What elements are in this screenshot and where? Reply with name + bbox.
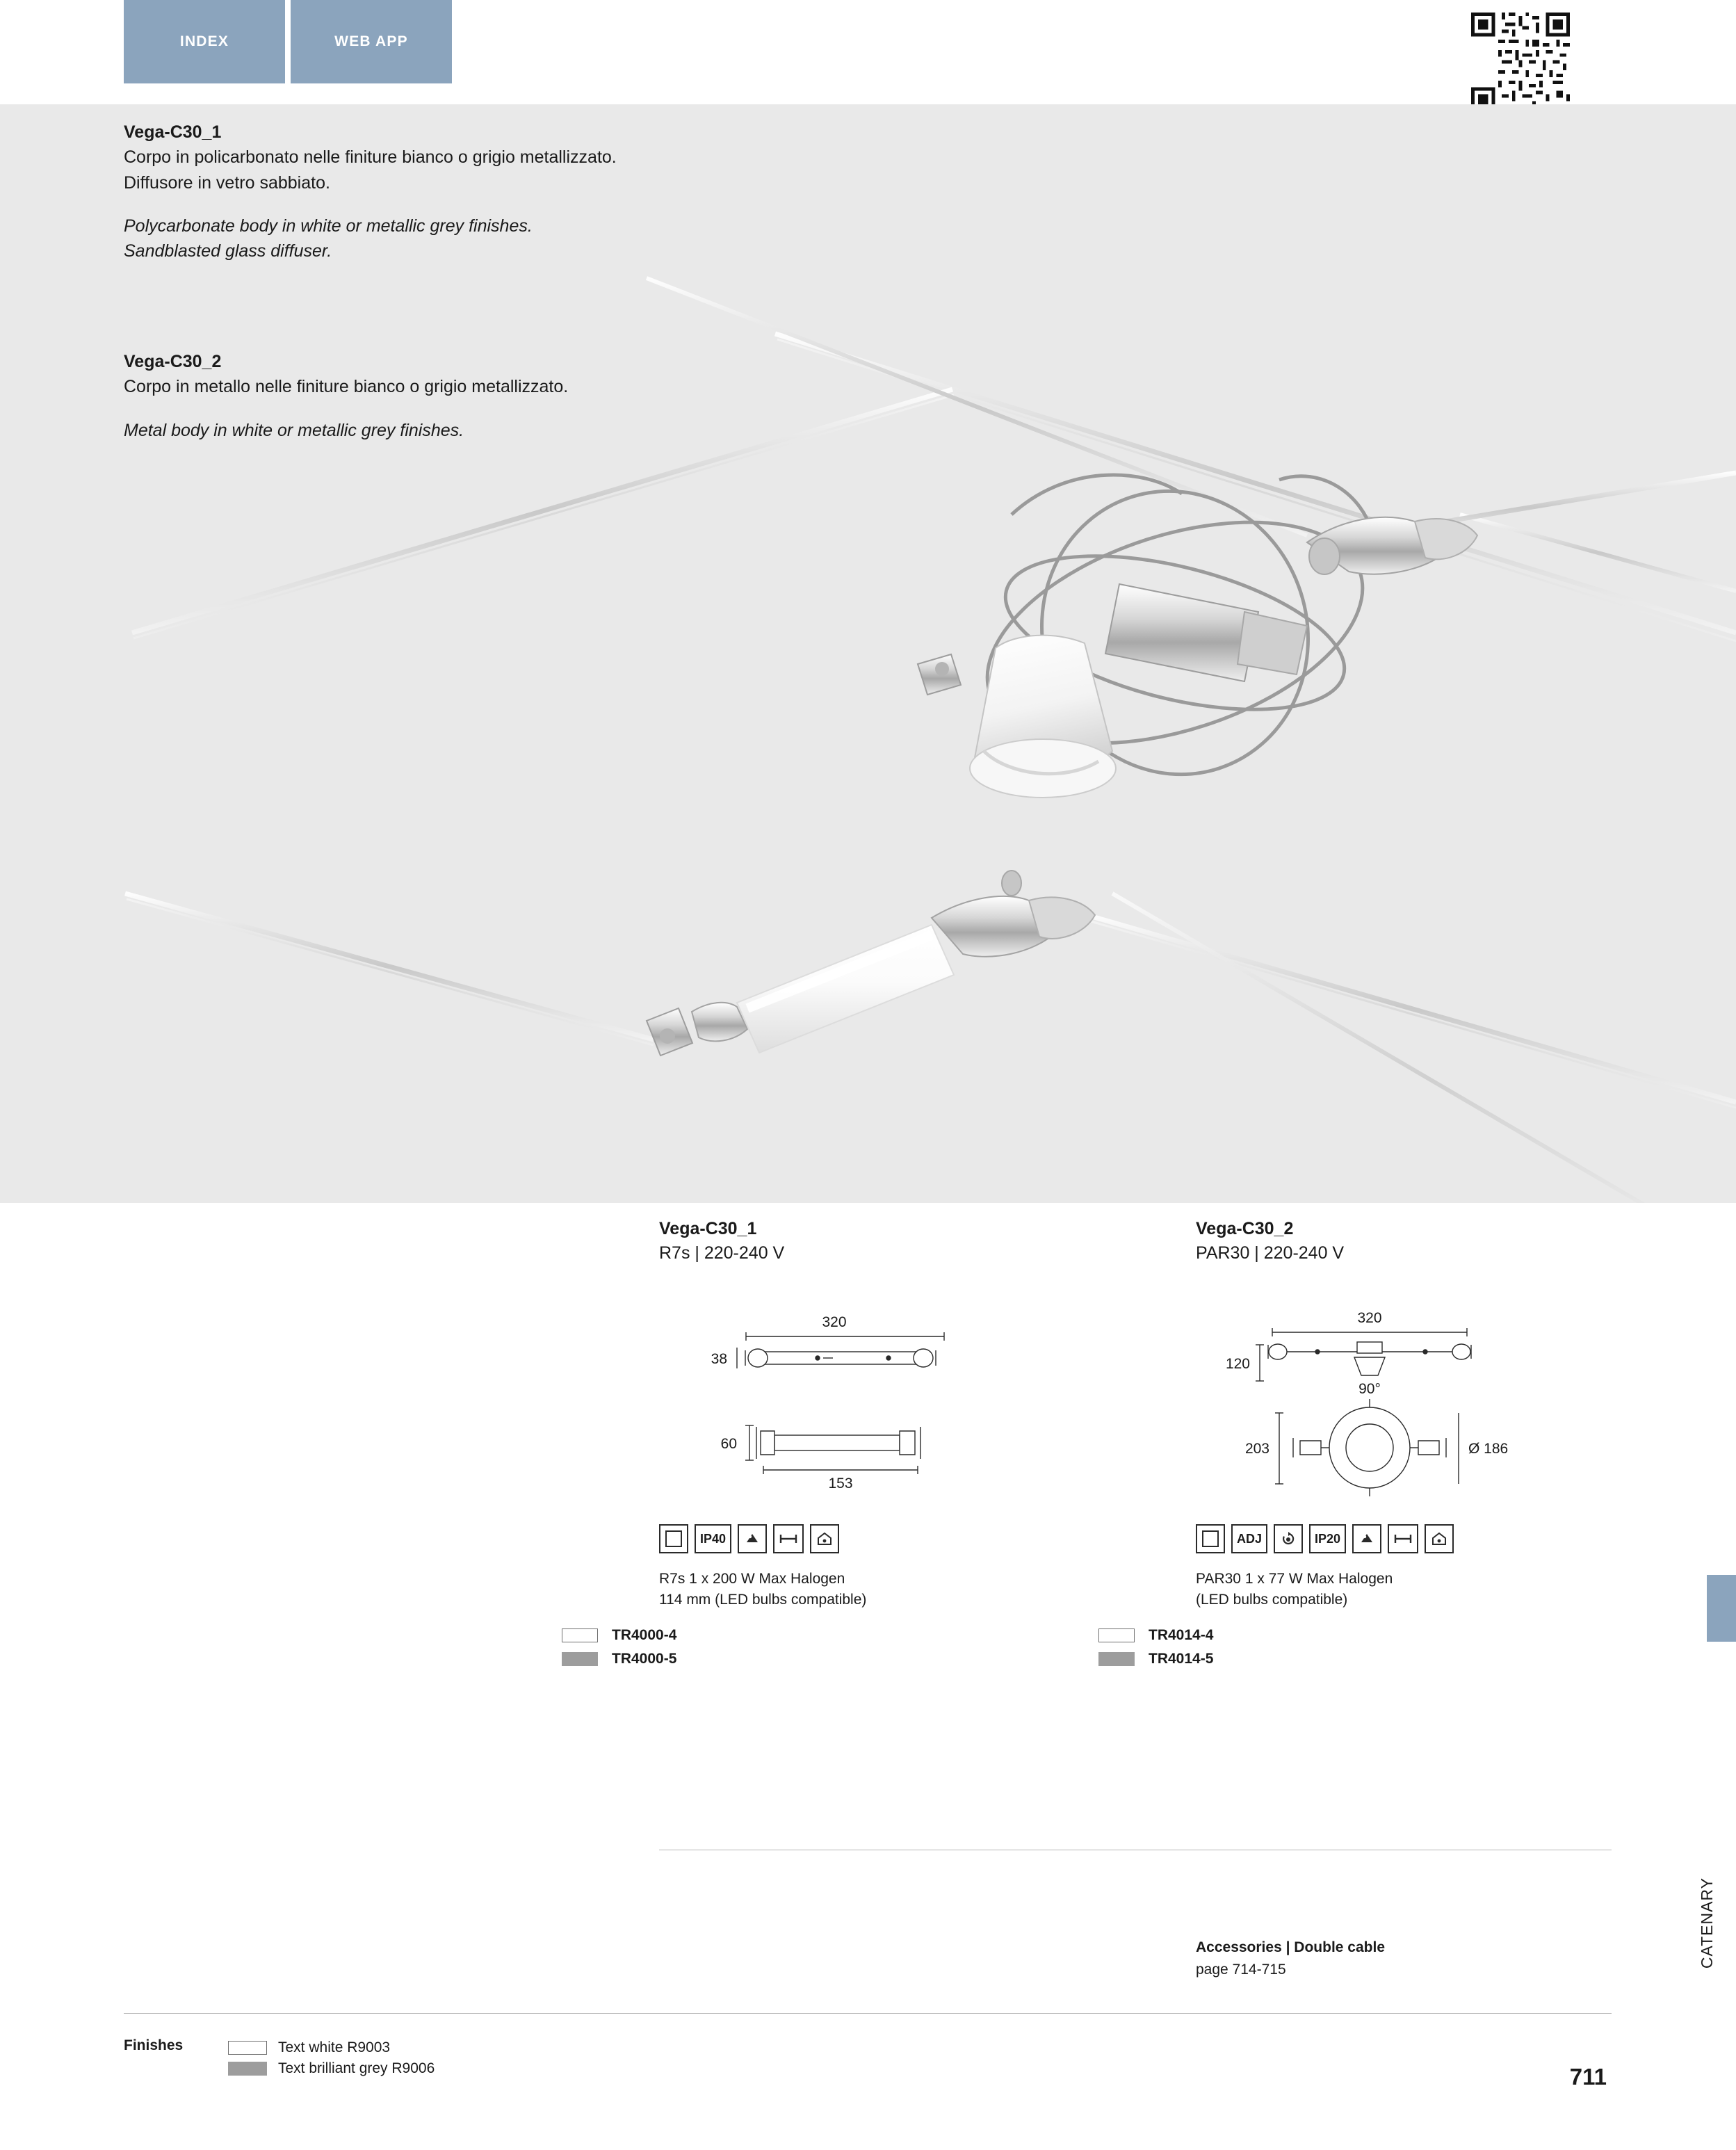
finish-white-text: Text white R9003 — [278, 2039, 391, 2055]
finish-swatch-grey — [562, 1652, 598, 1666]
product-1-code-row-grey[interactable] — [562, 1647, 1187, 1671]
desc-2-it-line1: Corpo in metallo nelle finiture bianco o grigio metallizzato. — [124, 377, 569, 397]
surface-mount-icon — [1425, 1524, 1454, 1553]
desc-2-title: Vega-C30_2 — [124, 352, 222, 371]
desc-1-en-line2: Sandblasted glass diffuser. — [124, 241, 332, 261]
accessories-page-ref: page 714-715 — [1196, 1961, 1286, 1978]
svg-text:153: 153 — [828, 1476, 853, 1492]
product-1-lamp-line2: 114 mm (LED bulbs compatible) — [659, 1592, 867, 1608]
section-side-tab[interactable] — [1707, 1575, 1736, 1642]
svg-text:320: 320 — [822, 1314, 847, 1330]
accessories-title: Accessories | Double cable — [1196, 1939, 1385, 1955]
svg-text:60: 60 — [720, 1436, 737, 1452]
product-1-lamp-line1: R7s 1 x 200 W Max Halogen — [659, 1571, 845, 1587]
product-1-title: Vega-C30_1 — [659, 1219, 757, 1238]
product-2-code-white: TR4014-4 — [1149, 1626, 1214, 1643]
bulb-not-included-icon — [738, 1524, 767, 1553]
finish-swatch-white — [228, 2041, 267, 2055]
svg-text:203: 203 — [1244, 1441, 1269, 1457]
product-2-icon-row — [1196, 1524, 1724, 1553]
svg-text:120: 120 — [1225, 1356, 1250, 1372]
surface-mount-icon — [810, 1524, 839, 1553]
product-column-2 — [1149, 1217, 1724, 1671]
product-1-code-row-white[interactable] — [562, 1624, 1187, 1647]
product-1-lamp-description — [659, 1569, 1187, 1611]
desc-1-it-line2: Diffusore in vetro sabbiato. — [124, 172, 330, 193]
finishes-label: Finishes — [124, 2037, 184, 2053]
finish-swatch-grey — [1098, 1652, 1135, 1666]
finish-item-white — [228, 2037, 435, 2058]
product-1-code-list — [562, 1624, 1187, 1671]
svg-text:Ø 186: Ø 186 — [1468, 1441, 1509, 1457]
product-2-dimension-drawings — [1196, 1309, 1724, 1517]
product-2-lamp-line2: (LED bulbs compatible) — [1196, 1592, 1348, 1608]
bulb-not-included-icon — [1352, 1524, 1381, 1553]
tab-web-app[interactable] — [291, 0, 452, 83]
qr-code-icon[interactable] — [1471, 13, 1570, 111]
class-2-icon — [659, 1524, 688, 1553]
product-2-lamp-line1: PAR30 1 x 77 W Max Halogen — [1196, 1571, 1393, 1587]
ip20-icon: IP20 — [1309, 1524, 1346, 1553]
tab-index-label: INDEX — [179, 33, 229, 49]
desc-2-en-line1: Metal body in white or metallic grey finishes. — [124, 420, 464, 440]
product-2-subtitle: PAR30 | 220-240 V — [1196, 1243, 1345, 1263]
tab-index[interactable] — [124, 0, 285, 83]
product-1-code-grey: TR4000-5 — [612, 1650, 677, 1667]
description-block-2 — [124, 349, 889, 443]
svg-text:90°: 90° — [1358, 1381, 1381, 1397]
accessories-block — [1196, 1937, 1385, 1980]
finish-grey-text: Text brilliant grey R9006 — [278, 2060, 435, 2076]
product-1-icon-row — [659, 1524, 1187, 1553]
product-2-code-list — [1098, 1624, 1724, 1671]
top-tab-bar — [124, 0, 452, 83]
desc-1-it-line1: Corpo in policarbonato nelle finiture bianco o grigio metallizzato. — [124, 147, 617, 168]
product-column-1 — [612, 1217, 1187, 1671]
product-2-code-grey: TR4014-5 — [1149, 1650, 1214, 1667]
tab-web-app-label: WEB APP — [334, 33, 408, 49]
finish-swatch-white — [1098, 1628, 1135, 1642]
desc-1-title: Vega-C30_1 — [124, 122, 222, 142]
product-1-code-white: TR4000-4 — [612, 1626, 677, 1643]
finish-swatch-white — [562, 1628, 598, 1642]
finish-item-grey — [228, 2058, 435, 2079]
product-2-title: Vega-C30_2 — [1196, 1219, 1294, 1238]
section-label: CATENARY — [1698, 1877, 1716, 1969]
product-2-lamp-description — [1196, 1569, 1724, 1611]
description-block-1 — [124, 120, 889, 264]
product-1-dimension-drawings — [659, 1309, 1187, 1517]
product-1-subtitle: R7s | 220-240 V — [659, 1243, 785, 1263]
cable-length-icon — [773, 1524, 804, 1553]
adjustable-icon: ADJ — [1231, 1524, 1267, 1553]
product-2-code-row-white[interactable] — [1098, 1624, 1724, 1647]
class-2-icon — [1196, 1524, 1225, 1553]
page-number: 711 — [1569, 2064, 1607, 2090]
finishes-legend — [124, 2037, 435, 2079]
product-photo — [0, 104, 1736, 1203]
finish-swatch-grey — [228, 2062, 267, 2076]
divider-lower — [124, 2013, 1612, 2014]
rotation-icon — [1274, 1524, 1303, 1553]
cable-length-icon — [1388, 1524, 1418, 1553]
product-2-code-row-grey[interactable] — [1098, 1647, 1724, 1671]
desc-1-en-line1: Polycarbonate body in white or metallic grey finishes. — [124, 216, 533, 236]
svg-text:320: 320 — [1357, 1310, 1382, 1326]
svg-text:38: 38 — [711, 1351, 727, 1367]
ip40-icon: IP40 — [695, 1524, 731, 1553]
